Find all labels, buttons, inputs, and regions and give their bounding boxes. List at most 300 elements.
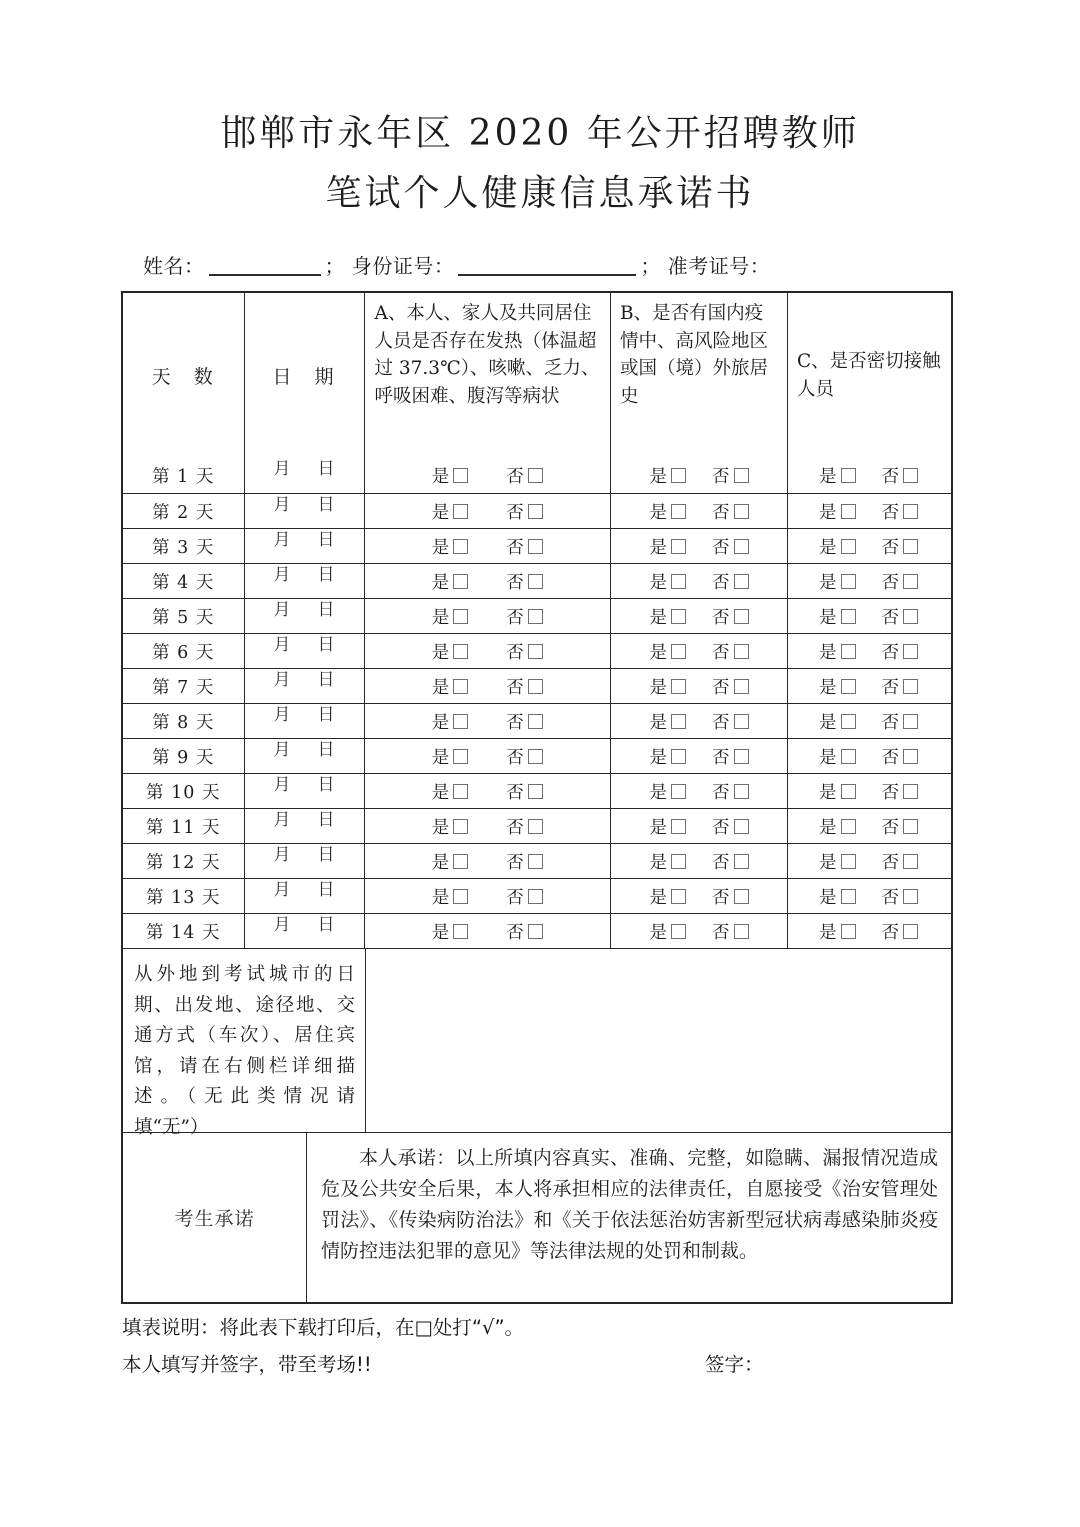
yes-option[interactable] <box>650 534 687 559</box>
yes-option[interactable] <box>819 499 856 524</box>
no-option[interactable] <box>506 884 543 909</box>
travel-info-label: 从外地到考试城市的日期、出发地、途径地、交通方式（车次）、居住宾馆，请在右侧栏详细描述。（无此类情况请填“无”） <box>134 964 355 1138</box>
yes-option[interactable] <box>819 814 856 839</box>
day-cell <box>123 704 244 738</box>
no-option[interactable] <box>506 709 543 734</box>
yes-option[interactable] <box>650 709 687 734</box>
yes-checkbox[interactable] <box>453 679 468 694</box>
no-option[interactable] <box>506 849 543 874</box>
yes-checkbox[interactable] <box>453 539 468 554</box>
no-checkbox[interactable] <box>903 504 918 519</box>
no-option[interactable] <box>506 499 543 524</box>
symptom-answer-cell <box>364 634 611 668</box>
month-label: 月 <box>273 459 291 479</box>
date-cell <box>244 458 364 493</box>
no-option[interactable] <box>882 884 919 909</box>
no-option[interactable] <box>506 604 543 629</box>
day-label: 第 8 天 <box>152 712 215 733</box>
no-checkbox[interactable] <box>528 714 543 729</box>
yes-label: 是 <box>819 502 837 523</box>
name-blank-field[interactable] <box>209 256 321 276</box>
yes-checkbox[interactable] <box>671 714 686 729</box>
yes-checkbox[interactable] <box>671 574 686 589</box>
symptom-answer-cell <box>364 599 611 633</box>
yes-checkbox[interactable] <box>841 784 856 799</box>
yes-checkbox[interactable] <box>841 854 856 869</box>
promise-label: 考生承诺 <box>174 1208 255 1230</box>
table-row <box>123 493 951 528</box>
yes-option[interactable] <box>432 569 469 594</box>
symptom-answer-cell <box>364 914 611 948</box>
symptom-answer-cell <box>364 458 611 493</box>
yes-option[interactable] <box>650 639 687 664</box>
no-label: 否 <box>881 817 899 838</box>
yes-checkbox[interactable] <box>453 924 468 939</box>
date-day-label: 日 <box>317 845 335 865</box>
no-option[interactable] <box>712 849 749 874</box>
symptom-answer-cell <box>364 494 611 528</box>
no-option[interactable] <box>712 604 749 629</box>
no-label: 否 <box>712 747 730 768</box>
yes-label: 是 <box>431 572 450 593</box>
yes-option[interactable] <box>432 779 469 804</box>
no-checkbox[interactable] <box>903 468 918 483</box>
no-option[interactable] <box>712 709 749 734</box>
yes-option[interactable] <box>819 569 856 594</box>
travel-details-field[interactable] <box>365 949 951 1132</box>
yes-option[interactable] <box>819 849 856 874</box>
day-cell <box>123 809 244 843</box>
yes-checkbox[interactable] <box>671 644 686 659</box>
yes-label: 是 <box>649 502 667 523</box>
yes-option[interactable] <box>650 463 687 488</box>
yes-label: 是 <box>819 572 837 593</box>
yes-option[interactable] <box>432 919 469 944</box>
yes-label: 是 <box>431 677 450 698</box>
no-checkbox[interactable] <box>903 889 918 904</box>
no-option[interactable] <box>882 569 919 594</box>
no-checkbox[interactable] <box>734 749 749 764</box>
no-option[interactable] <box>506 569 543 594</box>
day-label: 第 5 天 <box>152 607 215 628</box>
table-row <box>123 878 951 913</box>
no-option[interactable] <box>882 814 919 839</box>
close-contact-answer-cell <box>787 634 949 668</box>
no-checkbox[interactable] <box>903 749 918 764</box>
yes-option[interactable] <box>819 744 856 769</box>
no-label: 否 <box>506 782 524 803</box>
yes-checkbox[interactable] <box>671 819 686 834</box>
no-option[interactable] <box>712 499 749 524</box>
yes-label: 是 <box>819 642 837 663</box>
day-label: 第 4 天 <box>152 572 215 593</box>
travel-history-answer-cell <box>610 739 787 773</box>
no-checkbox[interactable] <box>528 609 543 624</box>
yes-checkbox[interactable] <box>671 854 686 869</box>
id-number-blank-field[interactable] <box>458 256 636 276</box>
no-checkbox[interactable] <box>903 784 918 799</box>
yes-checkbox[interactable] <box>671 749 686 764</box>
table-row <box>123 563 951 598</box>
no-checkbox[interactable] <box>734 468 749 483</box>
no-option[interactable] <box>882 604 919 629</box>
symptom-answer-cell <box>364 564 611 598</box>
no-option[interactable] <box>882 639 919 664</box>
close-contact-answer-cell <box>787 739 949 773</box>
no-option[interactable] <box>506 639 543 664</box>
yes-option[interactable] <box>819 779 856 804</box>
travel-history-answer-cell <box>610 914 787 948</box>
yes-label: 是 <box>819 887 837 908</box>
yes-option[interactable] <box>650 779 687 804</box>
no-label: 否 <box>506 852 524 873</box>
yes-checkbox[interactable] <box>671 468 686 483</box>
day-label: 第 10 天 <box>146 782 221 803</box>
no-checkbox[interactable] <box>734 924 749 939</box>
close-contact-answer-cell <box>787 879 949 913</box>
yes-label: 是 <box>649 537 667 558</box>
no-label: 否 <box>506 467 524 487</box>
date-day-label: 日 <box>317 915 335 935</box>
no-option[interactable] <box>882 849 919 874</box>
table-row <box>123 773 951 808</box>
date-day-label: 日 <box>317 880 335 900</box>
symptom-answer-cell <box>364 879 611 913</box>
id-number-label: 身份证号： <box>351 254 455 278</box>
yes-checkbox[interactable] <box>671 924 686 939</box>
no-label: 否 <box>712 852 730 873</box>
day-cell <box>123 634 244 668</box>
no-label: 否 <box>881 887 899 908</box>
yes-checkbox[interactable] <box>453 504 468 519</box>
no-checkbox[interactable] <box>528 819 543 834</box>
yes-label: 是 <box>431 747 450 768</box>
yes-checkbox[interactable] <box>841 924 856 939</box>
yes-checkbox[interactable] <box>453 644 468 659</box>
no-checkbox[interactable] <box>734 609 749 624</box>
no-option[interactable] <box>882 674 919 699</box>
yes-checkbox[interactable] <box>841 889 856 904</box>
table-row <box>123 633 951 668</box>
date-day-label: 日 <box>317 459 335 479</box>
no-option[interactable] <box>712 569 749 594</box>
no-label: 否 <box>712 782 730 803</box>
yes-checkbox[interactable] <box>841 609 856 624</box>
no-checkbox[interactable] <box>903 819 918 834</box>
yes-label: 是 <box>649 607 667 628</box>
date-cell <box>244 809 364 843</box>
month-label: 月 <box>273 495 291 515</box>
travel-history-answer-cell <box>610 634 787 668</box>
no-option[interactable] <box>882 463 919 488</box>
no-checkbox[interactable] <box>734 714 749 729</box>
yes-option[interactable] <box>432 499 469 524</box>
table-row <box>123 598 951 633</box>
month-label: 月 <box>273 810 291 830</box>
no-option[interactable] <box>882 499 919 524</box>
yes-checkbox[interactable] <box>841 819 856 834</box>
yes-checkbox[interactable] <box>841 679 856 694</box>
yes-option[interactable] <box>432 709 469 734</box>
table-row <box>123 458 951 493</box>
no-option[interactable] <box>712 463 749 488</box>
yes-option[interactable] <box>819 604 856 629</box>
table-row <box>123 913 951 948</box>
no-option[interactable] <box>882 709 919 734</box>
no-checkbox[interactable] <box>528 644 543 659</box>
date-cell <box>244 599 364 633</box>
close-contact-answer-cell <box>787 494 949 528</box>
yes-checkbox[interactable] <box>671 889 686 904</box>
no-label: 否 <box>506 537 524 558</box>
yes-option[interactable] <box>819 709 856 734</box>
table-row <box>123 738 951 773</box>
close-contact-answer-cell <box>787 458 949 493</box>
no-checkbox[interactable] <box>734 539 749 554</box>
yes-option[interactable] <box>819 674 856 699</box>
no-option[interactable] <box>712 919 749 944</box>
yes-label: 是 <box>819 712 837 733</box>
yes-checkbox[interactable] <box>453 854 468 869</box>
table-row <box>123 703 951 738</box>
no-option[interactable] <box>506 463 543 488</box>
no-label: 否 <box>712 502 730 523</box>
yes-option[interactable] <box>819 919 856 944</box>
yes-option[interactable] <box>819 534 856 559</box>
no-checkbox[interactable] <box>528 889 543 904</box>
name-label: 姓名： <box>143 254 205 278</box>
yes-option[interactable] <box>432 534 469 559</box>
yes-checkbox[interactable] <box>841 644 856 659</box>
yes-checkbox[interactable] <box>453 609 468 624</box>
yes-label: 是 <box>431 887 450 908</box>
no-option[interactable] <box>506 744 543 769</box>
no-option[interactable] <box>712 674 749 699</box>
no-option[interactable] <box>882 779 919 804</box>
date-cell <box>244 879 364 913</box>
day-label: 第 12 天 <box>146 852 221 873</box>
yes-label: 是 <box>431 852 450 873</box>
yes-checkbox[interactable] <box>453 574 468 589</box>
yes-option[interactable] <box>650 744 687 769</box>
travel-history-answer-cell <box>610 494 787 528</box>
no-option[interactable] <box>882 534 919 559</box>
yes-label: 是 <box>649 887 667 908</box>
yes-checkbox[interactable] <box>841 749 856 764</box>
date-day-label: 日 <box>317 635 335 655</box>
yes-checkbox[interactable] <box>453 784 468 799</box>
yes-checkbox[interactable] <box>671 679 686 694</box>
close-contact-answer-cell <box>787 599 949 633</box>
date-day-label: 日 <box>317 810 335 830</box>
promise-row <box>123 1132 951 1302</box>
no-checkbox[interactable] <box>528 679 543 694</box>
no-option[interactable] <box>712 534 749 559</box>
no-option[interactable] <box>506 534 543 559</box>
no-label: 否 <box>881 572 899 593</box>
no-checkbox[interactable] <box>734 679 749 694</box>
yes-option[interactable] <box>650 884 687 909</box>
yes-option[interactable] <box>432 639 469 664</box>
date-cell <box>244 739 364 773</box>
no-checkbox[interactable] <box>903 574 918 589</box>
yes-checkbox[interactable] <box>671 784 686 799</box>
day-label: 第 14 天 <box>146 922 221 943</box>
yes-option[interactable] <box>432 463 469 488</box>
date-cell <box>244 844 364 878</box>
symptom-answer-cell <box>364 774 611 808</box>
month-label: 月 <box>273 600 291 620</box>
close-contact-answer-cell <box>787 669 949 703</box>
yes-checkbox[interactable] <box>841 504 856 519</box>
yes-option[interactable] <box>432 604 469 629</box>
footer-instruction-2-text: 本人填写并签字，带至考场!! <box>122 1353 372 1376</box>
yes-option[interactable] <box>432 674 469 699</box>
yes-checkbox[interactable] <box>841 468 856 483</box>
yes-label: 是 <box>819 607 837 628</box>
yes-option[interactable] <box>432 814 469 839</box>
no-label: 否 <box>881 712 899 733</box>
no-label: 否 <box>881 642 899 663</box>
yes-checkbox[interactable] <box>671 539 686 554</box>
no-checkbox[interactable] <box>903 609 918 624</box>
travel-history-answer-cell <box>610 704 787 738</box>
no-checkbox[interactable] <box>528 924 543 939</box>
no-checkbox[interactable] <box>734 819 749 834</box>
yes-checkbox[interactable] <box>453 468 468 483</box>
header-date: 日 期 <box>244 293 364 458</box>
no-checkbox[interactable] <box>734 504 749 519</box>
yes-checkbox[interactable] <box>671 504 686 519</box>
yes-checkbox[interactable] <box>671 609 686 624</box>
symptom-answer-cell <box>364 844 611 878</box>
no-option[interactable] <box>506 919 543 944</box>
date-day-label: 日 <box>317 495 335 515</box>
close-contact-answer-cell <box>787 844 949 878</box>
no-option[interactable] <box>506 779 543 804</box>
yes-option[interactable] <box>432 884 469 909</box>
symptom-answer-cell <box>364 739 611 773</box>
yes-option[interactable] <box>650 674 687 699</box>
no-option[interactable] <box>712 884 749 909</box>
no-checkbox[interactable] <box>903 679 918 694</box>
month-label: 月 <box>273 530 291 550</box>
yes-option[interactable] <box>432 744 469 769</box>
separator: ； <box>640 254 661 278</box>
no-checkbox[interactable] <box>903 714 918 729</box>
yes-checkbox[interactable] <box>453 889 468 904</box>
no-checkbox[interactable] <box>528 468 543 483</box>
yes-option[interactable] <box>819 884 856 909</box>
yes-label: 是 <box>819 537 837 558</box>
no-checkbox[interactable] <box>528 539 543 554</box>
date-day-label: 日 <box>317 670 335 690</box>
month-label: 月 <box>273 880 291 900</box>
no-label: 否 <box>506 572 524 593</box>
no-option[interactable] <box>712 814 749 839</box>
yes-option[interactable] <box>650 849 687 874</box>
header-symptoms: A、本人、家人及共同居住人员是否存在发热（体温超过 37.3℃）、咳嗽、乏力、呼吸困难、腹泻等病状 <box>364 293 611 458</box>
date-day-label: 日 <box>317 740 335 760</box>
no-checkbox[interactable] <box>734 854 749 869</box>
table-row <box>123 808 951 843</box>
day-label: 第 9 天 <box>152 747 215 768</box>
no-option[interactable] <box>506 814 543 839</box>
no-label: 否 <box>881 747 899 768</box>
no-option[interactable] <box>712 744 749 769</box>
month-label: 月 <box>273 845 291 865</box>
no-checkbox[interactable] <box>528 504 543 519</box>
yes-label: 是 <box>649 712 667 733</box>
yes-checkbox[interactable] <box>841 574 856 589</box>
yes-option[interactable] <box>432 849 469 874</box>
no-option[interactable] <box>506 674 543 699</box>
yes-checkbox[interactable] <box>841 539 856 554</box>
yes-checkbox[interactable] <box>841 714 856 729</box>
day-cell <box>123 774 244 808</box>
day-label: 第 1 天 <box>152 467 215 487</box>
no-option[interactable] <box>712 639 749 664</box>
header-close-contact: C、是否密切接触人员 <box>787 293 949 458</box>
no-label: 否 <box>506 607 524 628</box>
day-label: 第 3 天 <box>152 537 215 558</box>
date-cell <box>244 774 364 808</box>
no-checkbox[interactable] <box>528 749 543 764</box>
no-checkbox[interactable] <box>734 574 749 589</box>
footer-instruction-2 <box>122 1350 954 1380</box>
yes-option[interactable] <box>650 814 687 839</box>
no-label: 否 <box>506 677 524 698</box>
no-checkbox[interactable] <box>734 889 749 904</box>
date-cell <box>244 914 364 948</box>
no-checkbox[interactable] <box>528 784 543 799</box>
no-label: 否 <box>712 537 730 558</box>
date-cell <box>244 704 364 738</box>
no-checkbox[interactable] <box>903 644 918 659</box>
yes-checkbox[interactable] <box>453 819 468 834</box>
no-checkbox[interactable] <box>903 924 918 939</box>
date-cell <box>244 494 364 528</box>
yes-checkbox[interactable] <box>453 714 468 729</box>
no-label: 否 <box>712 467 730 487</box>
yes-checkbox[interactable] <box>453 749 468 764</box>
yes-label: 是 <box>819 782 837 803</box>
yes-option[interactable] <box>819 639 856 664</box>
close-contact-answer-cell <box>787 529 949 563</box>
no-checkbox[interactable] <box>734 784 749 799</box>
symptom-answer-cell <box>364 809 611 843</box>
yes-label: 是 <box>431 712 450 733</box>
yes-option[interactable] <box>650 919 687 944</box>
no-checkbox[interactable] <box>528 854 543 869</box>
yes-option[interactable] <box>650 569 687 594</box>
day-label: 第 7 天 <box>152 677 215 698</box>
no-checkbox[interactable] <box>734 644 749 659</box>
no-checkbox[interactable] <box>903 854 918 869</box>
day-cell <box>123 844 244 878</box>
yes-label: 是 <box>819 467 837 487</box>
no-option[interactable] <box>882 744 919 769</box>
yes-option[interactable] <box>650 604 687 629</box>
yes-option[interactable] <box>650 499 687 524</box>
no-option[interactable] <box>712 779 749 804</box>
yes-option[interactable] <box>819 463 856 488</box>
day-cell <box>123 599 244 633</box>
no-option[interactable] <box>882 919 919 944</box>
no-checkbox[interactable] <box>903 539 918 554</box>
no-checkbox[interactable] <box>528 574 543 589</box>
travel-history-answer-cell <box>610 564 787 598</box>
